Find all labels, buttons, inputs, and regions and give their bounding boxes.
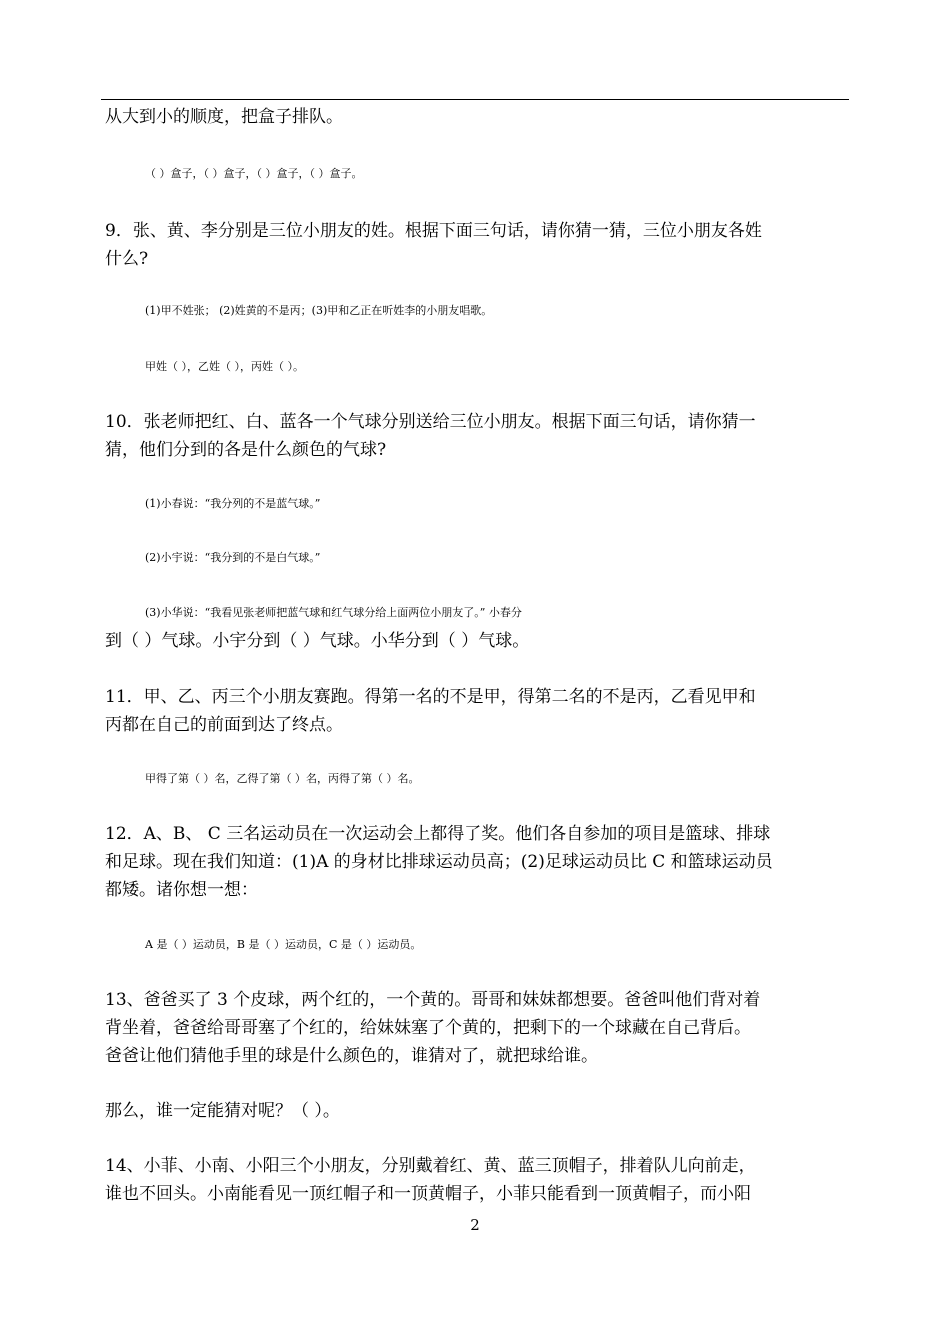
clue-line: (1)小春说：“我分列的不是蓝气球。”: [145, 497, 321, 510]
header-rule: [101, 99, 849, 100]
question-14-line: 14、小菲、小南、小阳三个小朋友，分别戴着红、黄、蓝三顶帽子，排着队儿向前走，: [105, 1156, 756, 1176]
clue-line: (2)小宇说：“我分到的不是白气球。”: [145, 551, 321, 564]
question-9-line: 9．张、黄、李分别是三位小朋友的姓。根据下面三句话，请你猜一猜，三位小朋友各姓: [105, 221, 762, 241]
question-9-line: 什么?: [105, 249, 149, 269]
question-14-line: 谁也不回头。小南能看见一顶红帽子和一顶黄帽子，小菲只能看到一顶黄帽子，而小阳: [105, 1184, 751, 1204]
question-12-line: 12．A、B、 C 三名运动员在一次运动会上都得了奖。他们各自参加的项目是篮球、排球: [105, 824, 771, 844]
clue-line: (1)甲不姓张； (2)姓黄的不是丙；(3)甲和乙正在听姓李的小朋友唱歌。: [145, 304, 493, 317]
answer-line: 甲得了第（ ）名，乙得了第（ ）名，丙得了第（ ）名。: [145, 772, 420, 785]
question-12-line: 和足球。现在我们知道：(1)A 的身材比排球运动员高；(2)足球运动员比 C 和篮球运动员: [105, 852, 773, 872]
page-number: 2: [470, 1216, 480, 1234]
text-line: 从大到小的顺度，把盒子排队。: [105, 107, 343, 127]
question-13-line: 爸爸让他们猜他手里的球是什么颜色的，谁猜对了，就把球给谁。: [105, 1046, 598, 1066]
answer-line: A 是（ ）运动员，B 是（ ）运动员，C 是（ ）运动员。: [145, 938, 422, 951]
answer-line: 到（ ）气球。小宇分到（ ）气球。小华分到（ ）气球。: [105, 631, 530, 651]
question-13-line: 那么，谁一定能猜对呢？（ ）。: [105, 1101, 340, 1121]
question-11-line: 11．甲、乙、丙三个小朋友赛跑。得第一名的不是甲，得第二名的不是丙，乙看见甲和: [105, 687, 756, 707]
question-11-line: 丙都在自己的前面到达了终点。: [105, 715, 343, 735]
question-13-line: 背坐着，爸爸给哥哥塞了个红的，给妹妹塞了个黄的，把剩下的一个球藏在自己背后。: [105, 1018, 751, 1038]
clue-line: (3)小华说：“我看见张老师把蓝气球和红气球分给上面两位小朋友了。” 小春分: [145, 606, 522, 619]
question-10-line: 猜，他们分到的各是什么颜色的气球?: [105, 440, 387, 460]
question-10-line: 10．张老师把红、白、蓝各一个气球分别送给三位小朋友。根据下面三句话，请你猜一: [105, 412, 756, 432]
question-13-line: 13、爸爸买了 3 个皮球，两个红的，一个黄的。哥哥和妹妹都想要。爸爸叫他们背对着: [105, 990, 761, 1010]
answer-line: （ ）盒子，（ ）盒子，（ ）盒子，（ ）盒子。: [145, 167, 363, 180]
question-12-line: 都矮。诸你想一想：: [105, 880, 258, 900]
answer-line: 甲姓（ ），乙姓（ ），丙姓（ ）。: [145, 360, 304, 373]
